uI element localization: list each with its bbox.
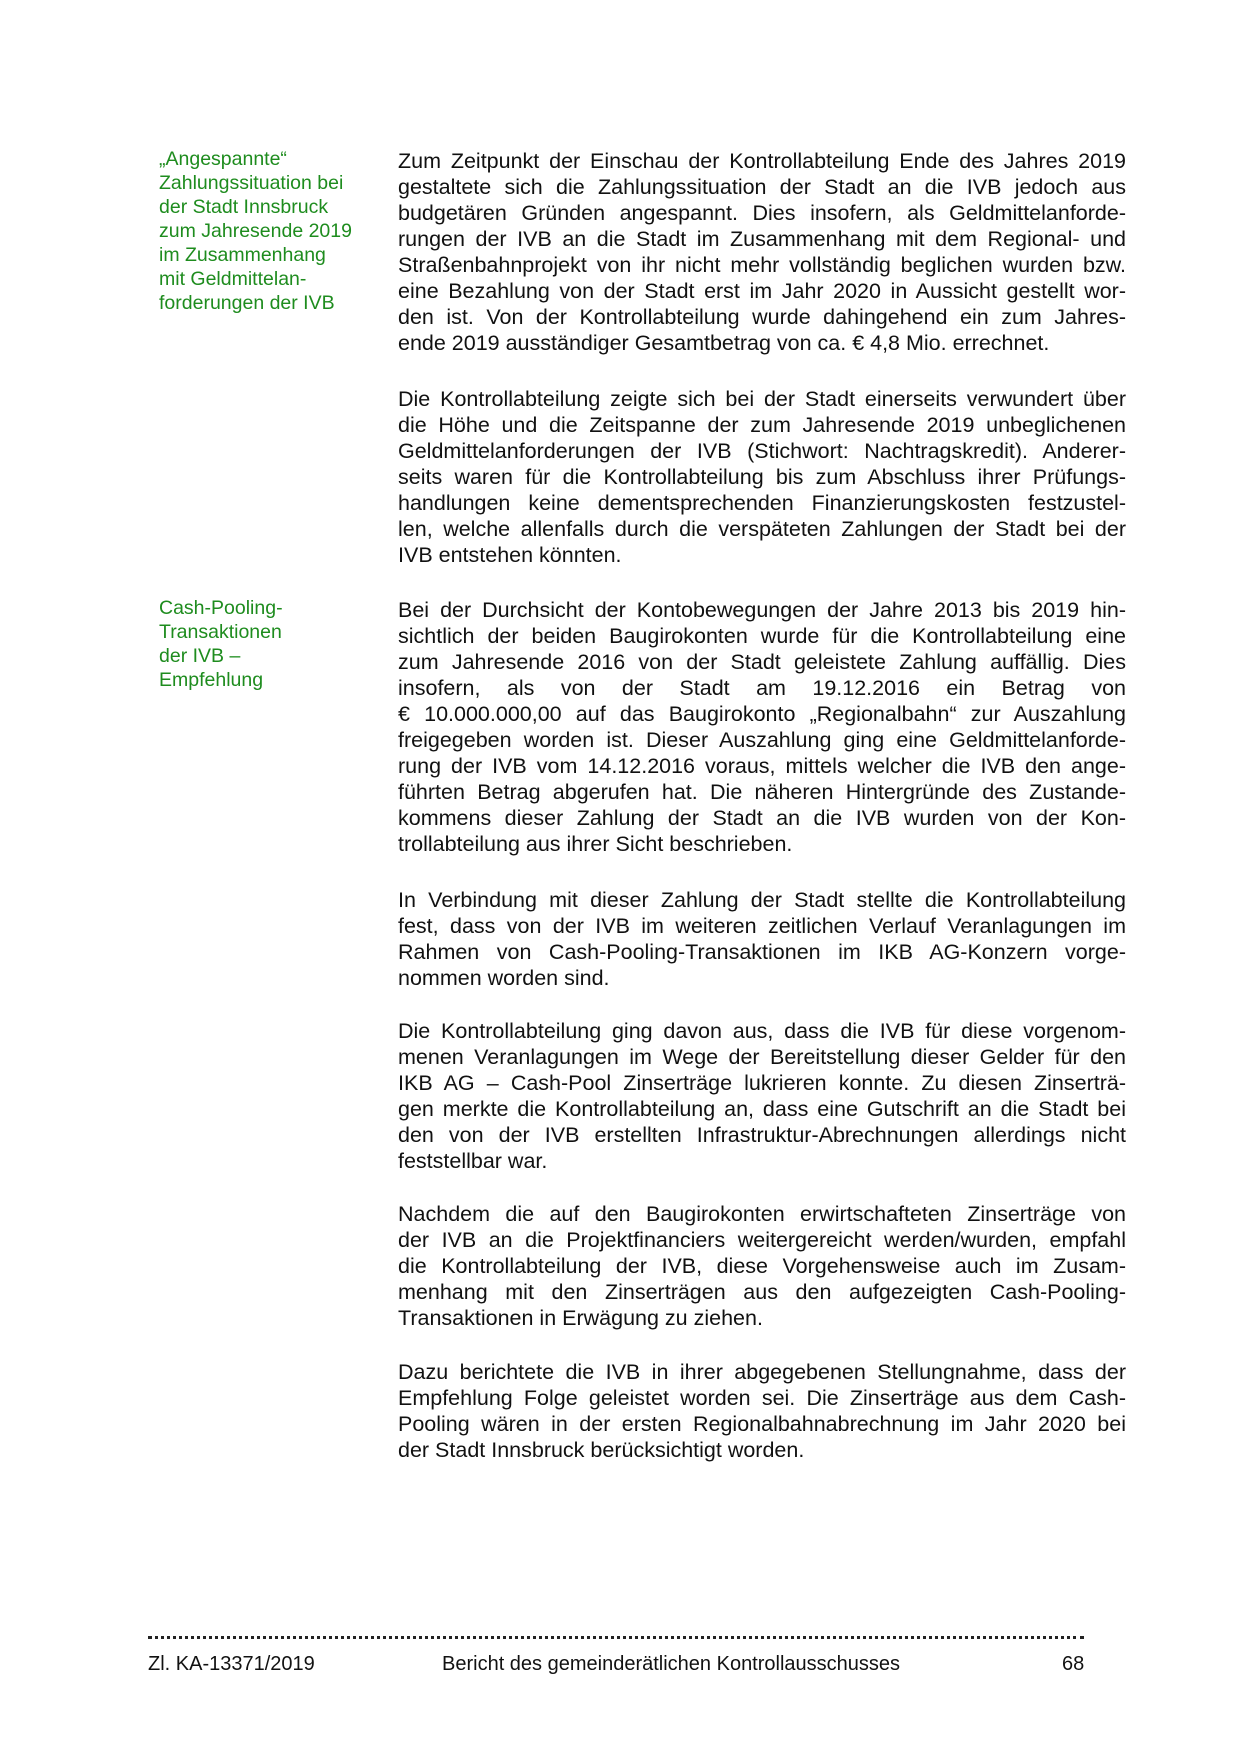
text-line: gen merkte die Kontrollabteilung an, dass eine Gutschrift an die Stadt bei [398,1097,1126,1121]
text-line: rung der IVB vom 14.12.2016 voraus, mittels welcher die IVB den ange- [398,754,1126,778]
text-line: freigegeben worden ist. Dieser Auszahlung ging eine Geldmittelanforde- [398,728,1126,752]
text-line: die Kontrollabteilung der IVB, diese Vorgehensweise auch im Zusam- [398,1254,1126,1278]
margin-note-line: mit Geldmittelan- [159,268,307,290]
text-line: Dazu berichtete die IVB in ihrer abgegebenen Stellungnahme, dass der [398,1360,1126,1384]
text-line: ende 2019 ausständiger Gesamtbetrag von ca. € 4,8 Mio. errechnet. [398,331,1050,355]
margin-note-line: Cash-Pooling- [159,597,283,619]
text-line: Die Kontrollabteilung zeigte sich bei der Stadt einerseits verwundert über [398,387,1126,411]
text-line: In Verbindung mit dieser Zahlung der Stadt stellte die Kontrollabteilung [398,888,1126,912]
text-line: der IVB an die Projektfinanciers weitergereicht werden/wurden, empfahl [398,1228,1126,1252]
text-line: Nachdem die auf den Baugirokonten erwirtschafteten Zinserträge von [398,1202,1126,1226]
margin-note-line: „Angespannte“ [159,148,287,170]
text-line: len, welche allenfalls durch die verspäteten Zahlungen der Stadt bei der [398,517,1126,541]
text-line: Zum Zeitpunkt der Einschau der Kontrollabteilung Ende des Jahres 2019 [398,149,1126,173]
margin-note-line: der Stadt Innsbruck [159,196,329,218]
text-line: trollabteilung aus ihrer Sicht beschrieben. [398,832,793,856]
text-line: Pooling wären in der ersten Regionalbahnabrechnung im Jahr 2020 bei [398,1412,1126,1436]
margin-note-line: Transaktionen [159,621,282,643]
text-line: insofern, als von der Stadt am 19.12.2016 ein Betrag von [398,676,1126,700]
text-line: menen Veranlagungen im Wege der Bereitstellung dieser Gelder für den [398,1045,1126,1069]
text-line: Straßenbahnprojekt von ihr nicht mehr vollständig beglichen wurden bzw. [398,253,1126,277]
text-line: Empfehlung Folge geleistet worden sei. Die Zinserträge aus dem Cash- [398,1386,1126,1410]
text-line: zum Jahresende 2016 von der Stadt geleistete Zahlung auffällig. Dies [398,650,1126,674]
text-line: seits waren für die Kontrollabteilung bis zum Abschluss ihrer Prüfungs- [398,465,1126,489]
text-line: gestaltete sich die Zahlungssituation der Stadt an die IVB jedoch aus [398,175,1126,199]
text-line: den von der IVB erstellten Infrastruktur-Abrechnungen allerdings nicht [398,1123,1126,1147]
text-line: eine Bezahlung von der Stadt erst im Jahr 2020 in Aussicht gestellt wor- [398,279,1126,303]
margin-note-cash-pooling [159,596,369,692]
margin-note-payment-situation [159,147,369,315]
text-line: kommens dieser Zahlung der Stadt an die IVB wurden von der Kon- [398,806,1126,830]
text-line: die Höhe und die Zeitspanne der zum Jahresende 2019 unbeglichenen [398,413,1126,437]
paragraph-4 [398,887,1126,991]
text-line: Geldmittelanforderungen der IVB (Stichwort: Nachtragskredit). Anderer- [398,439,1126,463]
text-line: € 10.000.000,00 auf das Baugirokonto „Regionalbahn“ zur Auszahlung [398,702,1126,726]
paragraph-1 [398,148,1126,356]
margin-note-line: der IVB – [159,645,241,667]
text-line: nommen worden sind. [398,966,610,990]
text-line: fest, dass von der IVB im weiteren zeitlichen Verlauf Veranlagungen im [398,914,1126,938]
margin-note-line: Empfehlung [159,669,264,691]
text-line: menhang mit den Zinserträgen aus den aufgezeigten Cash-Pooling- [398,1280,1126,1304]
text-line: Die Kontrollabteilung ging davon aus, dass die IVB für diese vorgenom- [398,1019,1126,1043]
paragraph-2 [398,386,1126,568]
page-number: 68 [1062,1653,1085,1675]
text-line: IKB AG – Cash-Pool Zinserträge lukrieren konnte. Zu diesen Zinserträ- [398,1071,1126,1095]
text-line: führten Betrag abgerufen hat. Die näheren Hintergründe des Zustande- [398,780,1126,804]
margin-note-line: forderungen der IVB [159,292,335,314]
text-line: sichtlich der beiden Baugirokonten wurde für die Kontrollabteilung eine [398,624,1126,648]
text-line: feststellbar war. [398,1149,548,1173]
margin-note-line: zum Jahresende 2019 [159,220,352,242]
paragraph-5 [398,1018,1126,1174]
margin-note-line: Zahlungssituation bei [159,172,344,194]
text-line: IVB entstehen könnten. [398,543,622,567]
text-line: Transaktionen in Erwägung zu ziehen. [398,1306,763,1330]
text-line: den ist. Von der Kontrollabteilung wurde dahingehend ein zum Jahres- [398,305,1126,329]
paragraph-3 [398,597,1126,857]
footer-reference: Zl. KA-13371/2019 [148,1653,315,1675]
margin-note-line: im Zusammenhang [159,244,326,266]
text-line: der Stadt Innsbruck berücksichtigt worden. [398,1438,805,1462]
footer-title: Bericht des gemeinderätlichen Kontrollausschusses [442,1653,901,1675]
footer-divider [148,1636,1084,1639]
text-line: rungen der IVB an die Stadt im Zusammenhang mit dem Regional- und [398,227,1126,251]
paragraph-6 [398,1201,1126,1331]
text-line: budgetären Gründen angespannt. Dies insofern, als Geldmittelanforde- [398,201,1126,225]
text-line: Bei der Durchsicht der Kontobewegungen der Jahre 2013 bis 2019 hin- [398,598,1126,622]
paragraph-7 [398,1359,1126,1463]
text-line: handlungen keine dementsprechenden Finanzierungskosten festzustel- [398,491,1126,515]
text-line: Rahmen von Cash-Pooling-Transaktionen im IKB AG-Konzern vorge- [398,940,1126,964]
